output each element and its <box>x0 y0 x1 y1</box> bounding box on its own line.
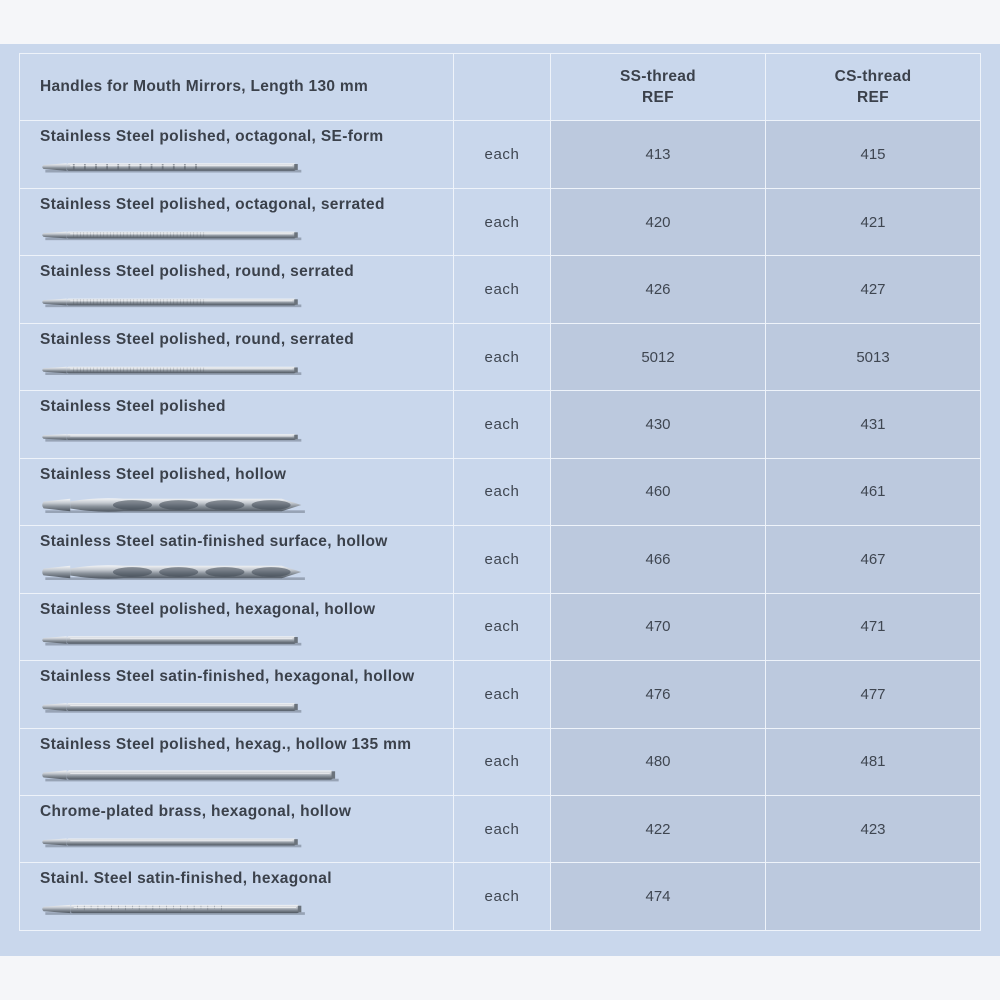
cs-ref-cell-value: 467 <box>860 550 886 568</box>
cs-ref-cell-value: 421 <box>860 213 886 231</box>
cs-ref-cell <box>766 256 981 323</box>
table-row <box>20 391 981 458</box>
unit-cell-value: each <box>484 618 520 636</box>
product-cell <box>20 458 454 525</box>
cs-ref-cell <box>766 661 981 728</box>
table-row <box>20 661 981 728</box>
unit-cell-value: each <box>484 550 520 568</box>
unit-cell <box>454 593 551 660</box>
cs-ref-cell <box>766 526 981 593</box>
product-name: Stainless Steel polished, hexag., hollow 135 mm <box>40 735 412 753</box>
product-cell <box>20 323 454 390</box>
ss-ref-header: REF <box>642 89 674 107</box>
unit-cell <box>454 728 551 795</box>
header-unit-cell <box>454 54 551 121</box>
cs-ref-cell-value: 415 <box>860 146 886 164</box>
ss-ref-cell <box>551 256 766 323</box>
hollow-grip-handle-icon <box>40 489 360 521</box>
unit-cell-value: each <box>484 753 520 771</box>
table-row <box>20 526 981 593</box>
cs-ref-cell-value: 431 <box>860 415 886 433</box>
product-cell <box>20 661 454 728</box>
product-cell <box>20 526 454 593</box>
unit-cell <box>454 661 551 728</box>
ss-ref-cell-value: 474 <box>645 888 671 906</box>
product-name: Stainless Steel polished, round, serrated <box>40 263 355 281</box>
table-row <box>20 863 981 931</box>
unit-cell <box>454 188 551 255</box>
product-name: Stainl. Steel satin-finished, hexagonal <box>40 870 332 888</box>
cs-ref-cell-value: 461 <box>860 483 886 501</box>
ss-ref-cell <box>551 121 766 188</box>
ss-ref-cell-value: 430 <box>645 415 671 433</box>
ss-ref-cell-value: 413 <box>645 146 671 164</box>
unit-cell <box>454 458 551 525</box>
ss-thread-header: SS-thread <box>620 68 696 86</box>
unit-cell-value: each <box>484 820 520 838</box>
ss-ref-cell <box>551 661 766 728</box>
product-cell <box>20 863 454 931</box>
ss-ref-cell-value: 476 <box>645 685 671 703</box>
ss-ref-cell <box>551 526 766 593</box>
header-ss-cell <box>551 54 766 121</box>
unit-cell-value: each <box>484 888 520 906</box>
cs-ref-cell <box>766 458 981 525</box>
product-name: Stainless Steel polished, hollow <box>40 465 287 483</box>
unit-cell-value: each <box>484 281 520 299</box>
ss-ref-cell-value: 5012 <box>641 348 675 366</box>
table-row <box>20 593 981 660</box>
table-row <box>20 188 981 255</box>
cs-ref-header: REF <box>857 89 889 107</box>
ss-ref-cell <box>551 593 766 660</box>
header-title-cell <box>20 54 454 121</box>
table-row <box>20 121 981 188</box>
ss-ref-cell-value: 466 <box>645 550 671 568</box>
product-name: Stainless Steel polished, octagonal, serrated <box>40 195 385 213</box>
cs-ref-cell-value: 427 <box>860 281 886 299</box>
satin-hollow-grip-handle-icon <box>40 556 360 588</box>
unit-cell-value: each <box>484 146 520 164</box>
cs-ref-cell-value: 423 <box>860 820 886 838</box>
cs-ref-cell <box>766 593 981 660</box>
product-name: Stainless Steel polished <box>40 398 226 416</box>
unit-cell <box>454 526 551 593</box>
product-cell <box>20 188 454 255</box>
cs-ref-cell-value: 481 <box>860 753 886 771</box>
product-name: Chrome-plated brass, hexagonal, hollow <box>40 802 352 820</box>
unit-cell <box>454 256 551 323</box>
cs-ref-cell <box>766 795 981 862</box>
long-hexagonal-handle-icon <box>40 759 360 791</box>
unit-cell-value: each <box>484 348 520 366</box>
cs-ref-cell-value: 471 <box>860 618 886 636</box>
ss-ref-cell <box>551 391 766 458</box>
round-knurled-handle-icon <box>40 354 360 386</box>
scale-hexagonal-handle-icon <box>40 893 360 925</box>
ss-ref-cell-value: 470 <box>645 618 671 636</box>
hexagonal-hollow-handle-icon <box>40 624 360 656</box>
cs-ref-cell <box>766 391 981 458</box>
ss-ref-cell <box>551 188 766 255</box>
product-name: Stainless Steel satin-finished surface, hollow <box>40 533 388 551</box>
ss-ref-cell <box>551 795 766 862</box>
unit-cell-value: each <box>484 483 520 501</box>
product-cell <box>20 593 454 660</box>
unit-cell <box>454 863 551 931</box>
octagonal-serrated-handle-icon <box>40 219 360 251</box>
ss-ref-cell-value: 422 <box>645 820 671 838</box>
cs-thread-header: CS-thread <box>834 68 912 86</box>
cs-ref-cell-value: 5013 <box>856 348 890 366</box>
ss-ref-cell <box>551 863 766 931</box>
product-name: Stainless Steel polished, octagonal, SE-form <box>40 128 384 146</box>
product-cell <box>20 728 454 795</box>
table-row <box>20 795 981 862</box>
brass-hexagonal-handle-icon <box>40 826 360 858</box>
table-row <box>20 728 981 795</box>
product-name: Stainless Steel polished, hexagonal, hollow <box>40 600 376 618</box>
header-cs-cell <box>766 54 981 121</box>
ss-ref-cell <box>551 728 766 795</box>
product-cell <box>20 391 454 458</box>
handles-table <box>19 53 981 931</box>
table-row <box>20 323 981 390</box>
round-serrated-handle-icon <box>40 286 360 318</box>
slim-polished-handle-icon <box>40 421 360 453</box>
octagonal-se-handle-icon <box>40 151 360 183</box>
unit-cell <box>454 795 551 862</box>
unit-cell-value: each <box>484 685 520 703</box>
cs-ref-cell <box>766 188 981 255</box>
table-row <box>20 458 981 525</box>
unit-cell-value: each <box>484 415 520 433</box>
product-cell <box>20 256 454 323</box>
cs-ref-cell-value: 477 <box>860 685 886 703</box>
unit-cell <box>454 121 551 188</box>
table-title: Handles for Mouth Mirrors, Length 130 mm <box>40 78 369 96</box>
unit-cell <box>454 323 551 390</box>
product-cell <box>20 795 454 862</box>
table-row <box>20 256 981 323</box>
cs-ref-cell <box>766 863 981 931</box>
product-cell <box>20 121 454 188</box>
table-header-row <box>20 54 981 121</box>
unit-cell-value: each <box>484 213 520 231</box>
ss-ref-cell-value: 460 <box>645 483 671 501</box>
cs-ref-cell <box>766 121 981 188</box>
cs-ref-cell <box>766 728 981 795</box>
ss-ref-cell <box>551 323 766 390</box>
satin-hexagonal-handle-icon <box>40 691 360 723</box>
ss-ref-cell-value: 480 <box>645 753 671 771</box>
product-name: Stainless Steel satin-finished, hexagonal, hollow <box>40 668 415 686</box>
ss-ref-cell <box>551 458 766 525</box>
cs-ref-cell <box>766 323 981 390</box>
unit-cell <box>454 391 551 458</box>
product-name: Stainless Steel polished, round, serrated <box>40 330 355 348</box>
ss-ref-cell-value: 426 <box>645 281 671 299</box>
ss-ref-cell-value: 420 <box>645 213 671 231</box>
